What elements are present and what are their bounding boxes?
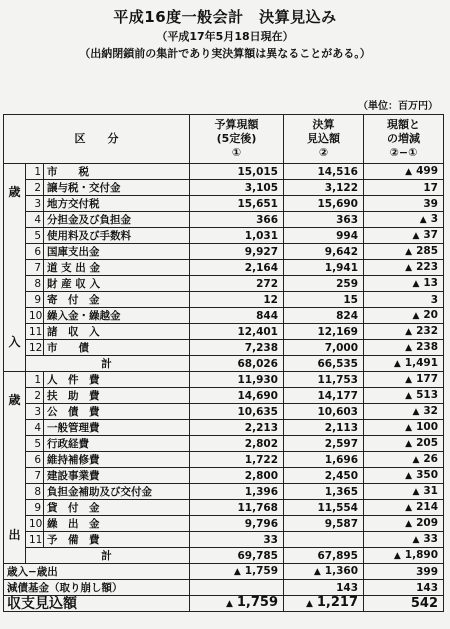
- budget-cell-value: 33: [263, 533, 278, 546]
- negative-triangle-icon: ▲: [393, 551, 401, 561]
- summary-budget-cell: [190, 596, 284, 612]
- budget-cell-value: 2,800: [244, 469, 278, 482]
- row-number: 6: [26, 452, 44, 468]
- budget-cell-value: 7,238: [244, 341, 278, 354]
- table-row: [4, 324, 444, 340]
- negative-triangle-icon: ▲: [405, 471, 413, 481]
- difference-cell: [364, 180, 444, 196]
- row-label: 公 債 費: [44, 404, 190, 420]
- table-row: [4, 260, 444, 276]
- summary-label: 減債基金（取り崩し額）: [4, 580, 190, 596]
- negative-triangle-icon: ▲: [405, 519, 413, 529]
- row-label: 建設事業費: [44, 468, 190, 484]
- summary-settlement-cell: [284, 580, 364, 596]
- budget-cell: [190, 436, 284, 452]
- table-row: [4, 452, 444, 468]
- row-number: 8: [26, 276, 44, 292]
- difference-cell: [364, 372, 444, 388]
- total-budget-cell-value: 69,785: [237, 549, 278, 562]
- table-row: [4, 500, 444, 516]
- table-row: [4, 340, 444, 356]
- summary-row: [4, 564, 444, 580]
- summary-settlement-cell-value: 143: [336, 581, 358, 594]
- table-row: [4, 164, 444, 180]
- difference-cell-value: 3: [430, 213, 438, 225]
- settlement-cell-value: 7,000: [324, 341, 358, 354]
- difference-cell-value: 285: [416, 245, 438, 257]
- row-number: 5: [26, 436, 44, 452]
- difference-cell: [364, 452, 444, 468]
- summary-settlement-cell: [284, 596, 364, 612]
- settlement-cell-value: 2,597: [324, 437, 358, 450]
- row-label: 分担金及び負担金: [44, 212, 190, 228]
- budget-cell-value: 2,213: [244, 421, 278, 434]
- budget-cell: [190, 324, 284, 340]
- settlement-cell: [284, 452, 364, 468]
- budget-cell-value: 12,401: [237, 325, 278, 338]
- difference-cell: [364, 244, 444, 260]
- difference-cell: [364, 404, 444, 420]
- difference-cell-value: 238: [416, 341, 438, 353]
- header-settlement: 決算 見込額 ②: [284, 115, 364, 164]
- section-label-top: 歳: [8, 392, 21, 407]
- row-label: 行政経費: [44, 436, 190, 452]
- settlement-cell-value: 9,587: [324, 517, 358, 530]
- negative-triangle-icon: ▲: [412, 231, 420, 241]
- budget-cell: [190, 212, 284, 228]
- settlement-cell: [284, 228, 364, 244]
- budget-cell-value: 15,651: [237, 197, 278, 210]
- settlement-cell: [284, 340, 364, 356]
- difference-cell: [364, 212, 444, 228]
- total-budget-cell-value: 68,026: [237, 357, 278, 370]
- summary-budget-cell-value: 1,759: [236, 595, 278, 610]
- row-number: 3: [26, 404, 44, 420]
- total-settlement-cell-value: 66,535: [317, 357, 358, 370]
- budget-cell-value: 14,690: [237, 389, 278, 402]
- budget-cell: [190, 388, 284, 404]
- budget-cell-value: 11,768: [237, 501, 278, 514]
- settlement-cell-value: 1,365: [324, 485, 358, 498]
- budget-cell-value: 366: [256, 213, 278, 226]
- table-row: [4, 436, 444, 452]
- row-number: 7: [26, 260, 44, 276]
- difference-cell: [364, 436, 444, 452]
- row-label: 扶 助 費: [44, 388, 190, 404]
- budget-cell-value: 9,796: [244, 517, 278, 530]
- difference-cell-value: 513: [416, 389, 438, 401]
- total-difference-cell: [364, 548, 444, 564]
- negative-triangle-icon: ▲: [313, 567, 321, 577]
- header-category: 区 分: [4, 115, 190, 164]
- row-label: 維持補修費: [44, 452, 190, 468]
- negative-triangle-icon: ▲: [225, 599, 233, 609]
- difference-cell-value: 37: [423, 229, 438, 241]
- row-label: 繰 出 金: [44, 516, 190, 532]
- row-label: 市 債: [44, 340, 190, 356]
- settlement-cell: [284, 260, 364, 276]
- row-label: 繰入金・繰越金: [44, 308, 190, 324]
- difference-cell: [364, 164, 444, 180]
- row-label: 人 件 費: [44, 372, 190, 388]
- table-row: [4, 228, 444, 244]
- row-number: 4: [26, 420, 44, 436]
- settlement-cell: [284, 404, 364, 420]
- summary-difference-cell-value: 143: [416, 581, 438, 594]
- total-difference-cell-value: 1,890: [404, 549, 438, 561]
- settlement-cell: [284, 532, 364, 548]
- budget-cell-value: 1,396: [244, 485, 278, 498]
- summary-difference-cell: [364, 564, 444, 580]
- settlement-cell-value: 363: [336, 213, 358, 226]
- difference-cell-value: 350: [416, 469, 438, 481]
- settlement-cell: [284, 292, 364, 308]
- negative-triangle-icon: ▲: [412, 311, 420, 321]
- negative-triangle-icon: ▲: [305, 599, 313, 609]
- difference-cell: [364, 388, 444, 404]
- row-number: 1: [26, 164, 44, 180]
- difference-cell-value: 177: [416, 373, 438, 385]
- negative-triangle-icon: ▲: [405, 391, 413, 401]
- budget-cell: [190, 196, 284, 212]
- row-label: 地方交付税: [44, 196, 190, 212]
- disclaimer-note: （出納閉鎖前の集計であり実決算額は異なることがある。）: [79, 47, 371, 60]
- header-budget: 予算現額 (5定後) ①: [190, 115, 284, 164]
- section-label-bottom: 出: [8, 527, 21, 542]
- difference-cell-value: 31: [423, 485, 438, 497]
- row-label: 予 備 費: [44, 532, 190, 548]
- difference-cell: [364, 340, 444, 356]
- settlement-table: [3, 114, 444, 612]
- budget-cell: [190, 500, 284, 516]
- summary-difference-cell-value: 542: [410, 595, 438, 611]
- difference-cell-value: 13: [423, 277, 438, 289]
- row-number: 10: [26, 516, 44, 532]
- row-number: 7: [26, 468, 44, 484]
- budget-cell-value: 15,015: [237, 165, 278, 178]
- expenditure-section-label: [4, 372, 26, 564]
- budget-cell: [190, 276, 284, 292]
- negative-triangle-icon: ▲: [405, 167, 413, 177]
- difference-cell: [364, 260, 444, 276]
- row-label: 諸 収 入: [44, 324, 190, 340]
- total-budget-cell: [190, 356, 284, 372]
- expenditure-section: [4, 372, 444, 564]
- settlement-cell: [284, 484, 364, 500]
- row-label: 負担金補助及び交付金: [44, 484, 190, 500]
- revenue-section: [4, 164, 444, 372]
- settlement-cell-value: 1,941: [324, 261, 358, 274]
- settlement-cell: [284, 324, 364, 340]
- negative-triangle-icon: ▲: [405, 327, 413, 337]
- total-difference-cell-value: 1,491: [404, 357, 438, 369]
- row-label: 譲与税・交付金: [44, 180, 190, 196]
- summary-row: [4, 580, 444, 596]
- settlement-cell-value: 9,642: [324, 245, 358, 258]
- difference-cell-value: 17: [423, 181, 438, 194]
- negative-triangle-icon: ▲: [419, 215, 427, 225]
- table-row: [4, 180, 444, 196]
- negative-triangle-icon: ▲: [405, 343, 413, 353]
- budget-cell: [190, 516, 284, 532]
- budget-cell: [190, 340, 284, 356]
- expenditure-total-row: [4, 548, 444, 564]
- summary-section: [4, 564, 444, 612]
- budget-cell: [190, 292, 284, 308]
- difference-cell-value: 3: [430, 293, 438, 306]
- total-label: 計: [26, 356, 190, 372]
- table-row: [4, 468, 444, 484]
- difference-cell-value: 209: [416, 517, 438, 529]
- table-row: [4, 244, 444, 260]
- negative-triangle-icon: ▲: [393, 359, 401, 369]
- table-row: [4, 420, 444, 436]
- row-label: 寄 付 金: [44, 292, 190, 308]
- row-number: 2: [26, 388, 44, 404]
- section-label-gap: [4, 200, 25, 335]
- total-label: 計: [26, 548, 190, 564]
- row-label: 財 産 収 入: [44, 276, 190, 292]
- table-row: [4, 404, 444, 420]
- budget-cell: [190, 372, 284, 388]
- settlement-cell-value: 10,603: [317, 405, 358, 418]
- difference-cell-value: 205: [416, 437, 438, 449]
- settlement-cell-value: 824: [336, 309, 358, 322]
- settlement-cell-value: 14,177: [317, 389, 358, 402]
- as-of-date: （平成17年5月18日現在）: [156, 30, 294, 43]
- budget-cell-value: 272: [256, 277, 278, 290]
- row-label: 貸 付 金: [44, 500, 190, 516]
- row-number: 9: [26, 292, 44, 308]
- summary-settlement-cell-value: 1,360: [324, 565, 358, 577]
- negative-triangle-icon: ▲: [412, 535, 420, 545]
- total-settlement-cell-value: 67,895: [317, 549, 358, 562]
- difference-cell: [364, 228, 444, 244]
- summary-settlement-cell-value: 1,217: [316, 595, 358, 610]
- row-number: 2: [26, 180, 44, 196]
- settlement-cell: [284, 244, 364, 260]
- settlement-cell-value: 3,122: [324, 181, 358, 194]
- row-label: 道 支 出 金: [44, 260, 190, 276]
- difference-cell-value: 100: [416, 421, 438, 433]
- difference-cell-value: 33: [423, 533, 438, 545]
- budget-cell: [190, 532, 284, 548]
- budget-cell: [190, 468, 284, 484]
- row-number: 8: [26, 484, 44, 500]
- negative-triangle-icon: ▲: [405, 503, 413, 513]
- summary-difference-cell: [364, 596, 444, 612]
- negative-triangle-icon: ▲: [405, 375, 413, 385]
- settlement-cell-value: 12,169: [317, 325, 358, 338]
- difference-cell: [364, 420, 444, 436]
- row-label: 一般管理費: [44, 420, 190, 436]
- total-budget-cell: [190, 548, 284, 564]
- settlement-cell: [284, 388, 364, 404]
- budget-cell: [190, 228, 284, 244]
- settlement-cell-value: 11,753: [317, 373, 358, 386]
- negative-triangle-icon: ▲: [412, 279, 420, 289]
- budget-cell-value: 12: [263, 293, 278, 306]
- summary-label: 歳入−歳出: [4, 564, 190, 580]
- settlement-cell-value: 2,450: [324, 469, 358, 482]
- summary-difference-cell: [364, 580, 444, 596]
- budget-cell: [190, 404, 284, 420]
- settlement-cell: [284, 372, 364, 388]
- difference-cell: [364, 484, 444, 500]
- document-title: 平成16度一般会計 決算見込み: [113, 8, 337, 26]
- budget-cell: [190, 244, 284, 260]
- total-difference-cell: [364, 356, 444, 372]
- settlement-cell: [284, 276, 364, 292]
- negative-triangle-icon: ▲: [405, 423, 413, 433]
- table-row: [4, 308, 444, 324]
- settlement-cell-value: 11,554: [317, 501, 358, 514]
- row-number: 10: [26, 308, 44, 324]
- negative-triangle-icon: ▲: [412, 455, 420, 465]
- budget-cell-value: 1,031: [244, 229, 278, 242]
- row-number: 1: [26, 372, 44, 388]
- section-label-top: 歳: [8, 185, 21, 199]
- negative-triangle-icon: ▲: [412, 487, 420, 497]
- summary-row: [4, 596, 444, 612]
- budget-cell: [190, 308, 284, 324]
- summary-budget-cell: [190, 580, 284, 596]
- budget-cell: [190, 420, 284, 436]
- revenue-section-label: [4, 164, 26, 372]
- table-row: [4, 388, 444, 404]
- settlement-cell: [284, 420, 364, 436]
- budget-cell-value: 9,927: [244, 245, 278, 258]
- header-difference: 現額と の増減 ②−①: [364, 115, 444, 164]
- settlement-cell-value: 2,113: [324, 421, 358, 434]
- section-label-bottom: 入: [8, 335, 21, 349]
- table-row: [4, 292, 444, 308]
- difference-cell: [364, 308, 444, 324]
- difference-cell-value: 223: [416, 261, 438, 273]
- row-label: 国庫支出金: [44, 244, 190, 260]
- total-settlement-cell: [284, 356, 364, 372]
- row-label: 市 税: [44, 164, 190, 180]
- negative-triangle-icon: ▲: [412, 407, 420, 417]
- budget-cell-value: 2,802: [244, 437, 278, 450]
- row-number: 9: [26, 500, 44, 516]
- table-row: [4, 372, 444, 388]
- settlement-cell: [284, 436, 364, 452]
- summary-difference-cell-value: 399: [416, 565, 438, 578]
- negative-triangle-icon: ▲: [405, 247, 413, 257]
- settlement-cell: [284, 500, 364, 516]
- row-number: 11: [26, 532, 44, 548]
- settlement-cell: [284, 468, 364, 484]
- settlement-cell: [284, 196, 364, 212]
- difference-cell: [364, 468, 444, 484]
- table-row: [4, 516, 444, 532]
- negative-triangle-icon: ▲: [233, 567, 241, 577]
- table-row: [4, 212, 444, 228]
- difference-cell: [364, 276, 444, 292]
- difference-cell: [364, 292, 444, 308]
- settlement-cell-value: 994: [336, 229, 358, 242]
- settlement-cell: [284, 308, 364, 324]
- difference-cell-value: 32: [423, 405, 438, 417]
- budget-cell: [190, 484, 284, 500]
- difference-cell-value: 39: [423, 197, 438, 210]
- budget-cell: [190, 164, 284, 180]
- table-row: [4, 196, 444, 212]
- difference-cell: [364, 516, 444, 532]
- budget-cell-value: 2,164: [244, 261, 278, 274]
- budget-cell: [190, 452, 284, 468]
- budget-cell-value: 11,930: [237, 373, 278, 386]
- difference-cell: [364, 196, 444, 212]
- difference-cell-value: 26: [423, 453, 438, 465]
- table-header-row: [4, 115, 444, 164]
- row-number: 4: [26, 212, 44, 228]
- difference-cell-value: 232: [416, 325, 438, 337]
- settlement-cell: [284, 516, 364, 532]
- budget-cell-value: 3,105: [244, 181, 278, 194]
- budget-cell-value: 844: [256, 309, 278, 322]
- settlement-cell-value: 1,696: [324, 453, 358, 466]
- difference-cell-value: 499: [416, 165, 438, 177]
- table-row: [4, 276, 444, 292]
- table-row: [4, 532, 444, 548]
- budget-cell-value: 10,635: [237, 405, 278, 418]
- revenue-total-row: [4, 356, 444, 372]
- negative-triangle-icon: ▲: [405, 439, 413, 449]
- section-label-gap: [4, 408, 25, 528]
- settlement-cell: [284, 212, 364, 228]
- budget-cell: [190, 260, 284, 276]
- difference-cell: [364, 500, 444, 516]
- row-number: 3: [26, 196, 44, 212]
- row-label: 使用料及び手数料: [44, 228, 190, 244]
- difference-cell: [364, 324, 444, 340]
- summary-settlement-cell: [284, 564, 364, 580]
- settlement-cell-value: 15,690: [317, 197, 358, 210]
- row-number: 6: [26, 244, 44, 260]
- settlement-cell: [284, 180, 364, 196]
- negative-triangle-icon: ▲: [405, 263, 413, 273]
- row-number: 11: [26, 324, 44, 340]
- difference-cell-value: 214: [416, 501, 438, 513]
- table-row: [4, 484, 444, 500]
- budget-cell: [190, 180, 284, 196]
- difference-cell: [364, 532, 444, 548]
- row-number: 5: [26, 228, 44, 244]
- summary-budget-cell-value: 1,759: [244, 565, 278, 577]
- budget-cell-value: 1,722: [244, 453, 278, 466]
- unit-label: （単位：百万円）: [358, 101, 438, 112]
- settlement-cell-value: 15: [343, 293, 358, 306]
- settlement-cell-value: 14,516: [317, 165, 358, 178]
- settlement-cell: [284, 164, 364, 180]
- summary-label: 収支見込額: [4, 596, 190, 612]
- total-settlement-cell: [284, 548, 364, 564]
- summary-budget-cell: [190, 564, 284, 580]
- row-number: 12: [26, 340, 44, 356]
- settlement-cell-value: 259: [336, 277, 358, 290]
- difference-cell-value: 20: [423, 309, 438, 321]
